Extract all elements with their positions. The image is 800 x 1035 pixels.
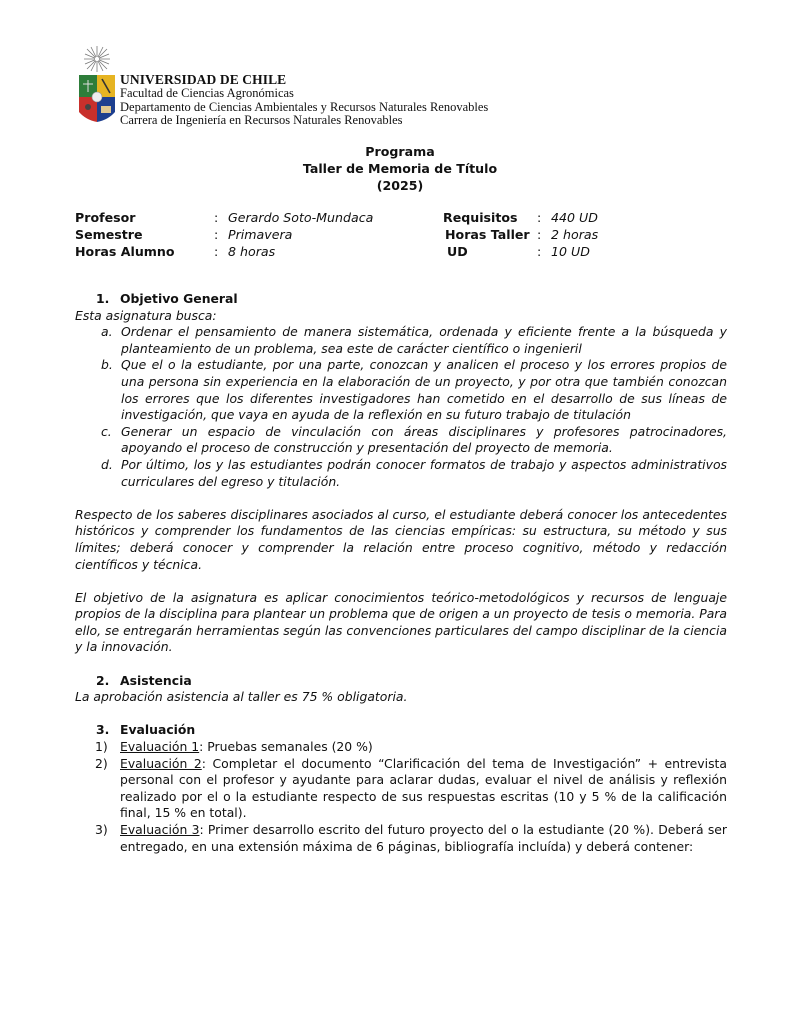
university-name: UNIVERSIDAD DE CHILE <box>120 72 287 87</box>
list-item-text: : Primer desarrollo escrito del futuro proyecto del o la estudiante (20 %). Deberá ser entregado, en una extensión máxima de 6 páginas, bibliografía incluída) y deberá contener: <box>120 822 727 854</box>
info-label: Semestre <box>75 227 143 242</box>
info-row-horas-alumno <box>75 243 435 260</box>
info-label: UD <box>447 244 468 259</box>
info-label: Horas Taller <box>445 227 530 242</box>
list-item <box>74 756 727 822</box>
info-row-horas-taller <box>443 226 643 243</box>
list-item <box>75 424 727 457</box>
objetivo-list <box>75 324 727 490</box>
info-value: Gerardo Soto-Mundaca <box>228 210 374 225</box>
objetivo-intro: Esta asignatura busca: <box>75 307 217 323</box>
course-info-left <box>75 209 435 260</box>
list-marker: 3) <box>95 822 108 837</box>
info-row-semestre <box>75 226 435 243</box>
list-item-text: : Pruebas semanales (20 %) <box>199 739 373 755</box>
info-label: Horas Alumno <box>75 244 175 259</box>
info-separator: : <box>214 227 219 242</box>
section-heading-evaluacion <box>75 722 727 739</box>
info-separator: : <box>214 210 219 225</box>
document-body <box>75 291 727 855</box>
info-value: 440 UD <box>551 210 598 225</box>
info-label: Profesor <box>75 210 136 225</box>
list-item <box>74 739 727 756</box>
evaluation-label: Evaluación 2 <box>120 755 202 771</box>
info-row-requisitos <box>443 209 643 226</box>
evaluacion-list <box>74 739 727 855</box>
list-marker: d. <box>101 456 113 472</box>
course-info-right <box>443 209 643 260</box>
section-heading-asistencia <box>75 673 727 690</box>
university-coat-of-arms-icon <box>78 44 116 126</box>
list-marker: c. <box>101 423 112 439</box>
info-label: Requisitos <box>443 210 518 225</box>
department-name: Departamento de Ciencias Ambientales y Recursos Naturales Renovables <box>120 99 489 114</box>
section-title: Asistencia <box>120 672 192 688</box>
list-item <box>75 457 727 490</box>
title-line-year: (2025) <box>376 178 424 193</box>
list-item-text: Por último, los y las estudiantes podrán conocer formatos de trabajo y aspectos administrativos curriculares del egreso y titulación. <box>121 456 727 489</box>
info-value: 8 horas <box>228 244 276 259</box>
title-line-program: Programa <box>365 144 435 159</box>
info-separator: : <box>537 227 542 242</box>
evaluation-label: Evaluación 3 <box>120 822 200 837</box>
list-item-text: Ordenar el pensamiento de manera sistemática, ordenada y eficiente frente a la búsqueda y planteamiento de un problema, sea este de carácter científico o ingenieril <box>121 324 727 356</box>
info-row-profesor <box>75 209 435 226</box>
section-number: 1. <box>96 291 110 306</box>
section-number: 2. <box>96 672 110 688</box>
section-number: 3. <box>96 722 110 738</box>
list-item <box>75 357 727 423</box>
info-separator: : <box>537 244 542 259</box>
list-marker: 2) <box>95 755 108 771</box>
institution-header <box>120 72 488 128</box>
list-item <box>75 324 727 357</box>
objetivo-paragraph-asignatura: El objetivo de la asignatura es aplicar conocimientos teórico-metodológicos y recursos de lenguaje propios de la disciplina para plantear un problema que de origen a un proyecto de tesis o memoria. Para ello, se entregarán herramientas según las convenciones particulares del campo disciplinar de la ciencia y la innovación. <box>75 589 727 655</box>
asistencia-text: La aprobación asistencia al taller es 75 % obligatoria. <box>75 689 408 705</box>
info-value: Primavera <box>228 227 293 242</box>
info-value: 10 UD <box>551 244 590 259</box>
objetivo-paragraph-saberes: Respecto de los saberes disciplinares asociados al curso, el estudiante deberá conocer los antecedentes históricos y comprender los fundamentos de las ciencias empíricas: su estructura, su método y sus límites; deberá conocer y comprender la relación entre proceso cognitivo, método y redacción científicos y técnica. <box>75 506 727 572</box>
list-marker: b. <box>101 357 113 373</box>
section-title: Objetivo General <box>120 291 238 306</box>
list-item <box>74 822 727 855</box>
list-marker: 1) <box>95 739 108 755</box>
info-value: 2 horas <box>551 227 599 242</box>
evaluation-label: Evaluación 1 <box>120 739 200 755</box>
list-item-text: Que el o la estudiante, por una parte, conozcan y analicen el proceso y los errores propios de una persona sin experiencia en la elaboración de un proyecto, y por otra que también conozcan los errores que los diferentes investigadores han cometido en el desarrollo de sus líneas de investigación, que vaya en ayuda de la reflexión en su futuro trabajo de titulación <box>121 357 727 423</box>
info-separator: : <box>537 210 542 225</box>
section-title: Evaluación <box>120 722 196 738</box>
info-separator: : <box>214 244 219 259</box>
faculty-name: Facultad de Ciencias Agronómicas <box>120 86 294 100</box>
list-item-text: Generar un espacio de vinculación con áreas disciplinares y profesores patrocinadores, apoyando el proceso de construcción y presentación del proyecto de memoria. <box>121 423 727 456</box>
document-title <box>0 143 800 194</box>
list-marker: a. <box>101 324 113 340</box>
title-line-course: Taller de Memoria de Título <box>302 161 498 176</box>
info-row-ud <box>443 243 643 260</box>
list-item-text: : Completar el documento “Clarificación del tema de Investigación” + entrevista personal con el profesor y ayudante para aclarar dudas, evaluar el nivel de análisis y reflexión realizado por el o la estudiante respecto de sus respuestas escritas (10 y 5 % de la calificación final, 15 % en total). <box>120 755 727 821</box>
section-heading-objetivo <box>75 291 727 308</box>
career-name: Carrera de Ingeniería en Recursos Naturales Renovables <box>120 113 403 127</box>
